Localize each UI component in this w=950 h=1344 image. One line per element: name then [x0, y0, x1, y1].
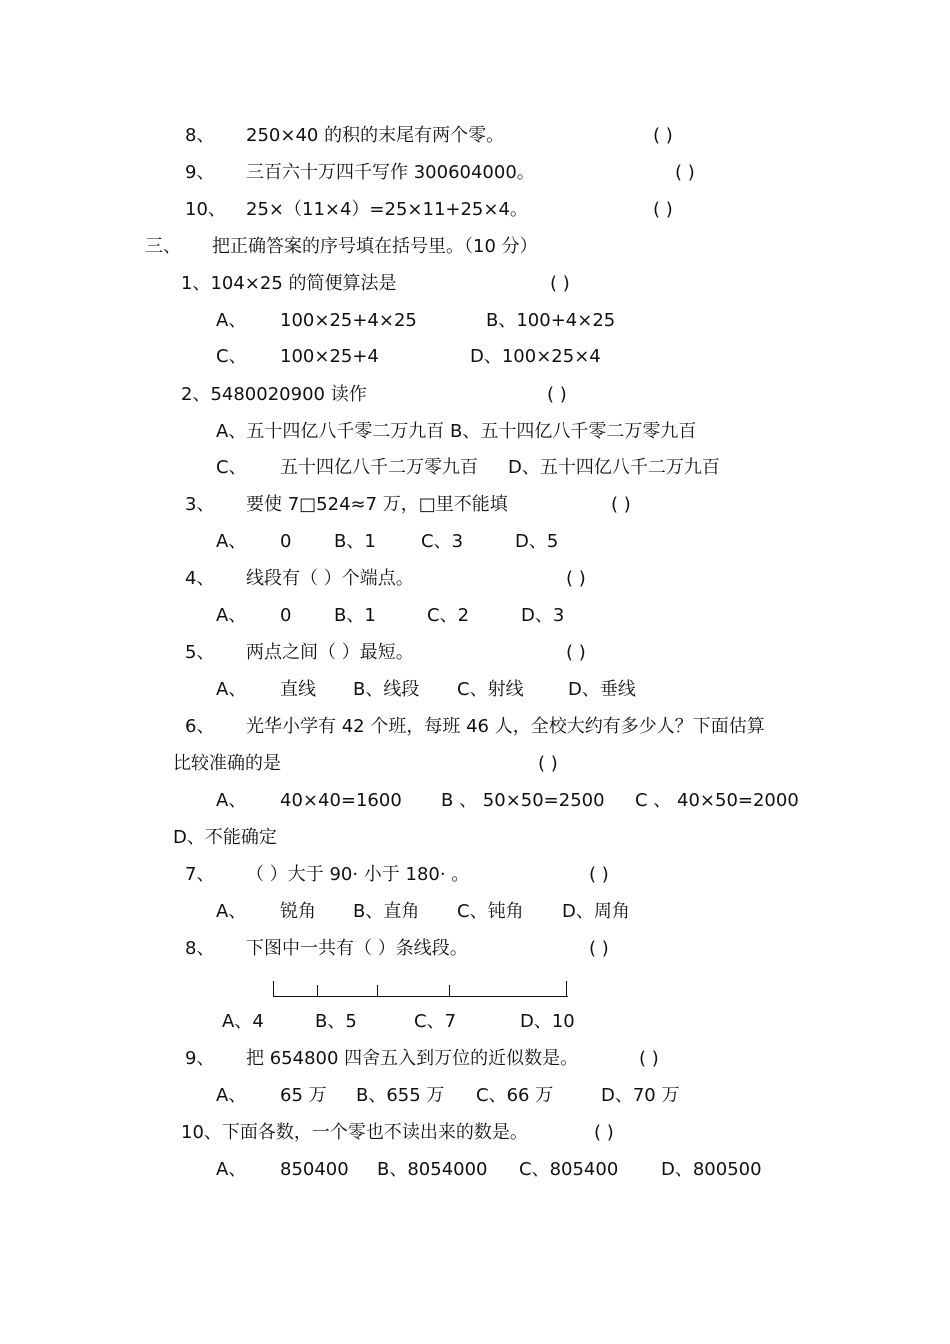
q1-stem: 1、104×25 的简便算法是 — [181, 273, 397, 294]
q7-option-a-label[interactable]: A、 — [216, 901, 247, 922]
tf-8-blank[interactable]: ( ) — [653, 125, 673, 146]
q9-stem: 把 654800 四舍五入到万位的近似数是。 — [246, 1048, 579, 1069]
q10-stem: 10、下面各数，一个零也不读出来的数是。 — [181, 1122, 528, 1143]
q8-segment-figure — [273, 980, 568, 1000]
q5-option-b[interactable]: B、线段 — [353, 679, 420, 700]
q6-number: 6、 — [185, 716, 215, 737]
q7-option-c[interactable]: C、钝角 — [457, 901, 524, 922]
q7-number: 7、 — [185, 864, 215, 885]
q2-options-ab[interactable]: A、五十四亿八千零二万九百 B、五十四亿八千零二万零九百 — [216, 421, 697, 442]
q2-option-d[interactable]: D、五十四亿八千二万九百 — [508, 457, 720, 478]
q7-option-d[interactable]: D、周角 — [562, 901, 630, 922]
tf-9-blank[interactable]: ( ) — [675, 162, 695, 183]
q3-option-c[interactable]: C、3 — [421, 531, 464, 552]
tf-9-text: 三百六十万四千写作 300604000。 — [246, 162, 535, 183]
q3-option-a-text[interactable]: 0 — [280, 531, 292, 552]
q6-stem: 光华小学有 42 个班，每班 46 人，全校大约有多少人？下面估算 — [246, 716, 765, 737]
q10-option-a-text[interactable]: 850400 — [280, 1159, 349, 1180]
q10-option-c[interactable]: C、805400 — [519, 1159, 619, 1180]
q4-option-b[interactable]: B、1 — [334, 605, 376, 626]
q9-option-d[interactable]: D、70 万 — [601, 1085, 680, 1106]
section3-number: 三、 — [145, 236, 181, 257]
q4-option-c[interactable]: C、2 — [427, 605, 470, 626]
q5-number: 5、 — [185, 642, 215, 663]
segment-tick-5 — [566, 981, 567, 997]
q3-number: 3、 — [185, 494, 215, 515]
tf-10-text: 25×（11×4）=25×11+25×4。 — [246, 199, 528, 220]
q9-blank[interactable]: ( ) — [639, 1048, 659, 1069]
segment-tick-2 — [317, 985, 318, 997]
q8-stem: 下图中一共有（ ）条线段。 — [246, 938, 468, 959]
q8-number: 8、 — [185, 938, 215, 959]
q1-blank[interactable]: ( ) — [550, 273, 570, 294]
q7-option-b[interactable]: B、直角 — [353, 901, 420, 922]
q1-option-c-text[interactable]: 100×25+4 — [280, 346, 379, 367]
q4-blank[interactable]: ( ) — [566, 568, 586, 589]
q6-option-d[interactable]: D、不能确定 — [173, 827, 277, 848]
q2-blank[interactable]: ( ) — [547, 384, 567, 405]
q6-option-a-label[interactable]: A、 — [216, 790, 247, 811]
q6-option-b[interactable]: B 、 50×50=2500 — [441, 790, 605, 811]
q4-option-d[interactable]: D、3 — [521, 605, 565, 626]
q5-option-a-label[interactable]: A、 — [216, 679, 247, 700]
q5-option-a-text[interactable]: 直线 — [280, 679, 316, 700]
tf-8-number: 8、 — [185, 125, 215, 146]
q6-stem-continued: 比较准确的是 — [173, 753, 281, 774]
q6-option-a-text[interactable]: 40×40=1600 — [280, 790, 402, 811]
q3-option-b[interactable]: B、1 — [334, 531, 376, 552]
segment-tick-4 — [449, 985, 450, 997]
q3-stem: 要使 7□524≈7 万，□里不能填 — [246, 494, 508, 515]
q1-option-c-label[interactable]: C、 — [216, 346, 247, 367]
q9-option-c[interactable]: C、66 万 — [476, 1085, 554, 1106]
q10-option-b[interactable]: B、8054000 — [377, 1159, 488, 1180]
q9-number: 9、 — [185, 1048, 215, 1069]
q8-option-b[interactable]: B、5 — [315, 1011, 357, 1032]
q1-option-a-label[interactable]: A、 — [216, 310, 247, 331]
q7-stem: （ ）大于 90· 小于 180· 。 — [246, 864, 470, 885]
q4-stem: 线段有（ ）个端点。 — [246, 568, 414, 589]
q1-option-d[interactable]: D、100×25×4 — [470, 346, 601, 367]
tf-10-blank[interactable]: ( ) — [653, 199, 673, 220]
tf-9-number: 9、 — [185, 162, 215, 183]
q5-option-c[interactable]: C、射线 — [457, 679, 524, 700]
q4-option-a-text[interactable]: 0 — [280, 605, 292, 626]
q1-option-a-text[interactable]: 100×25+4×25 — [280, 310, 417, 331]
q10-option-a-label[interactable]: A、 — [216, 1159, 247, 1180]
tf-8-text: 250×40 的积的末尾有两个零。 — [246, 125, 505, 146]
q5-option-d[interactable]: D、垂线 — [568, 679, 636, 700]
q10-blank[interactable]: ( ) — [594, 1122, 614, 1143]
q8-blank[interactable]: ( ) — [589, 938, 609, 959]
q9-option-b[interactable]: B、655 万 — [356, 1085, 445, 1106]
q7-blank[interactable]: ( ) — [589, 864, 609, 885]
q6-option-c[interactable]: C 、 40×50=2000 — [635, 790, 799, 811]
q3-option-a-label[interactable]: A、 — [216, 531, 247, 552]
q10-option-d[interactable]: D、800500 — [661, 1159, 762, 1180]
q7-option-a-text[interactable]: 锐角 — [280, 901, 316, 922]
q2-option-c-text[interactable]: 五十四亿八千二万零九百 — [280, 457, 478, 478]
segment-tick-3 — [377, 985, 378, 997]
q6-blank[interactable]: ( ) — [538, 753, 558, 774]
q9-option-a-text[interactable]: 65 万 — [280, 1085, 327, 1106]
q3-blank[interactable]: ( ) — [611, 494, 631, 515]
q5-stem: 两点之间（ ）最短。 — [246, 642, 414, 663]
tf-10-number: 10、 — [185, 199, 226, 220]
q8-option-d[interactable]: D、10 — [520, 1011, 575, 1032]
segment-tick-1 — [273, 981, 274, 997]
q3-option-d[interactable]: D、5 — [515, 531, 559, 552]
q4-number: 4、 — [185, 568, 215, 589]
q9-option-a-label[interactable]: A、 — [216, 1085, 247, 1106]
q5-blank[interactable]: ( ) — [566, 642, 586, 663]
q2-stem: 2、5480020900 读作 — [181, 384, 367, 405]
q8-option-a[interactable]: A、4 — [222, 1011, 264, 1032]
q4-option-a-label[interactable]: A、 — [216, 605, 247, 626]
q1-option-b[interactable]: B、100+4×25 — [486, 310, 616, 331]
section3-title: 把正确答案的序号填在括号里。（10 分） — [212, 236, 538, 257]
q2-option-c-label[interactable]: C、 — [216, 457, 247, 478]
q8-option-c[interactable]: C、7 — [414, 1011, 457, 1032]
